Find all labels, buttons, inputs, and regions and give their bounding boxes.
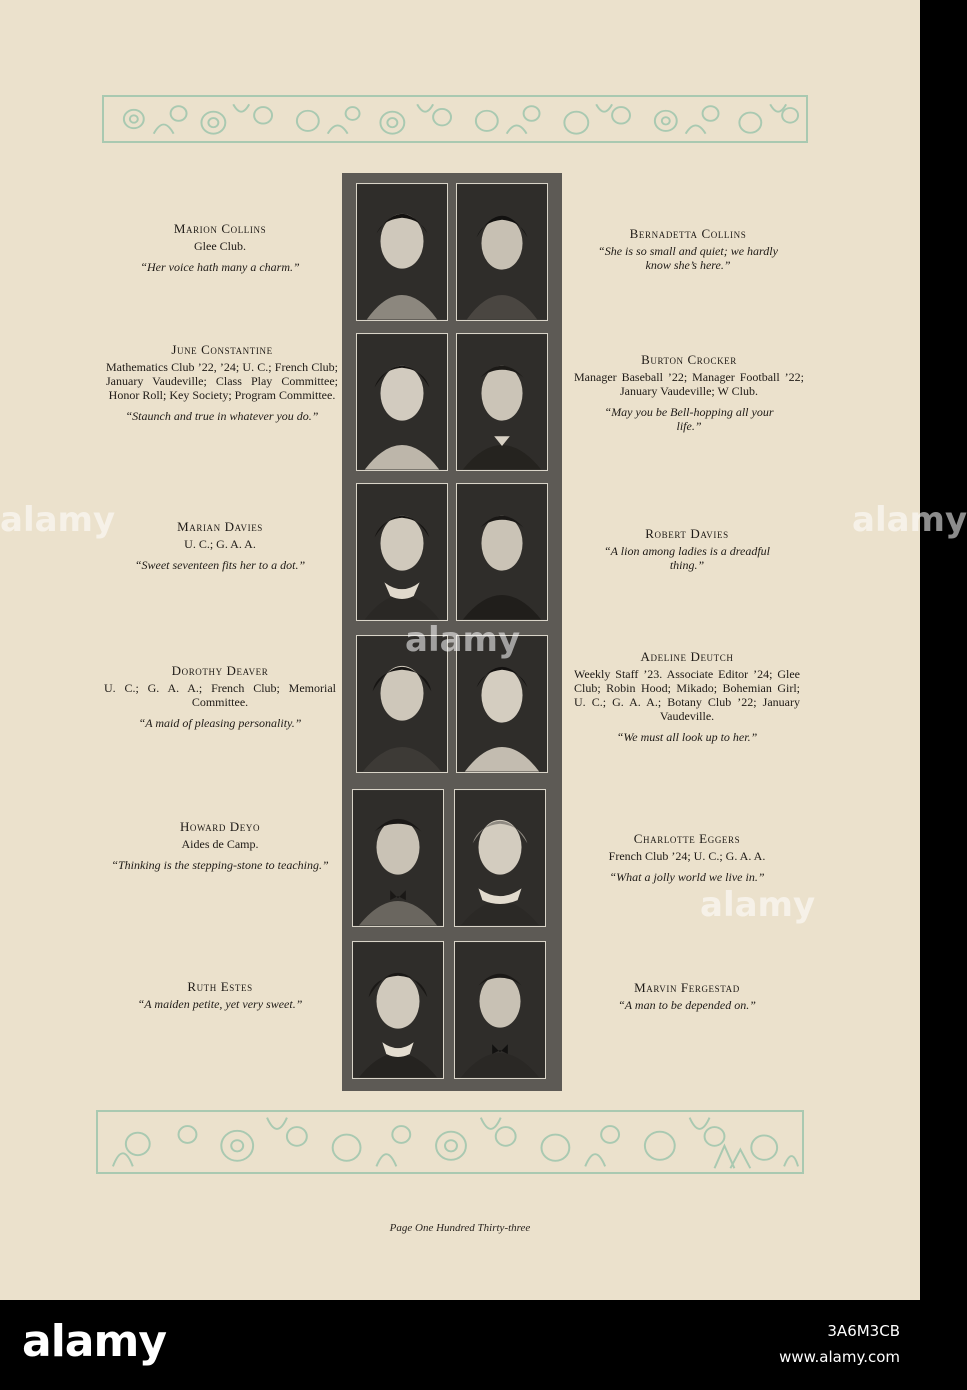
image-id-label: 3A6M3CB (827, 1322, 900, 1340)
student-quote: “We must all look up to her.” (616, 730, 758, 744)
portrait-photo-burton-crocker (456, 333, 548, 471)
student-quote: “A maid of pleasing personality.” (138, 716, 302, 730)
portrait-photo-june-constantine (356, 333, 448, 471)
portrait-photo-marvin-fergestad (454, 941, 546, 1079)
student-quote: “What a jolly world we live in.” (609, 870, 765, 884)
page-number-footer: Page One Hundred Thirty-three (389, 1222, 531, 1234)
student-name: Ruth Estes (187, 979, 253, 994)
student-quote: “Staunch and true in whatever you do.” (125, 409, 319, 423)
entry-adeline-deutch (574, 650, 800, 744)
entry-bernadetta-collins (572, 227, 804, 272)
alamy-logo: alamy (22, 1316, 166, 1367)
student-activities: French Club ’24; U. C.; G. A. A. (608, 849, 766, 863)
student-activities: Aides de Camp. (181, 837, 259, 851)
entry-marvin-fergestad (572, 981, 802, 1012)
student-quote: “A lion among ladies is a dreadful thing.” (603, 544, 770, 572)
portrait-photo-marian-davies (356, 483, 448, 621)
portrait-photo-ruth-estes (352, 941, 444, 1079)
watermark-left: alamy (0, 500, 116, 540)
student-name: Marvin Fergestad (634, 980, 740, 995)
stock-photo-bar (0, 1300, 920, 1390)
student-name: Charlotte Eggers (633, 831, 741, 846)
top-ornamental-border (102, 95, 808, 143)
student-name: Adeline Deutch (640, 649, 734, 664)
portrait-photo-marion-collins (356, 183, 448, 321)
entry-charlotte-eggers (572, 832, 802, 884)
student-quote: “A man to be depended on.” (618, 998, 756, 1012)
entry-burton-crocker (574, 353, 804, 433)
student-quote: “May you be Bell-hopping all your life.” (604, 405, 774, 433)
student-name: Burton Crocker (641, 352, 737, 367)
entry-marion-collins (104, 222, 336, 274)
portrait-photo-charlotte-eggers (454, 789, 546, 927)
portrait-photo-bernadetta-collins (456, 183, 548, 321)
student-activities: U. C.; G. A. A.; French Club; Memorial Committee. (104, 681, 336, 709)
student-activities: Weekly Staff ’23. Associate Editor ’24; Glee Club; Robin Hood; Mikado; Bohemian Girl; U. C.; G. A. A.; Botany Club ’22; January Vaudeville. (574, 667, 800, 723)
watermark-right: alamy (852, 500, 967, 540)
bottom-ornamental-border (96, 1110, 804, 1174)
student-quote: “Thinking is the stepping-stone to teaching.” (111, 858, 329, 872)
student-activities: Glee Club. (194, 239, 246, 253)
entry-ruth-estes (104, 980, 336, 1011)
portrait-photo-howard-deyo (352, 789, 444, 927)
entry-june-constantine (106, 343, 338, 423)
entry-howard-deyo (104, 820, 336, 872)
entry-robert-davies (574, 527, 800, 572)
site-url-label: www.alamy.com (779, 1348, 900, 1366)
student-quote: “She is so small and quiet; we hardly know she’s here.” (598, 244, 778, 272)
student-name: Marian Davies (177, 519, 263, 534)
watermark-lower-right: alamy (700, 885, 816, 925)
entry-dorothy-deaver (104, 664, 336, 730)
student-name: Dorothy Deaver (171, 663, 269, 678)
student-quote: “A maiden petite, yet very sweet.” (137, 997, 303, 1011)
student-name: Marion Collins (173, 221, 267, 236)
student-name: Bernadetta Collins (629, 226, 747, 241)
watermark-center: alamy (405, 620, 521, 660)
student-name: Robert Davies (645, 526, 729, 541)
student-activities: Mathematics Club ’22, ’24; U. C.; French Club; January Vaudeville; Class Play Committee; Honor Roll; Key Society; Program Committee. (106, 360, 338, 402)
student-activities: Manager Baseball ’22; Manager Football ’22; January Vaudeville; W Club. (574, 370, 804, 398)
entry-marian-davies (104, 520, 336, 572)
student-name: June Constantine (171, 342, 273, 357)
student-activities: U. C.; G. A. A. (184, 537, 256, 551)
student-quote: “Sweet seventeen fits her to a dot.” (134, 558, 306, 572)
student-quote: “Her voice hath many a charm.” (140, 260, 300, 274)
portrait-photo-robert-davies (456, 483, 548, 621)
student-name: Howard Deyo (179, 819, 261, 834)
